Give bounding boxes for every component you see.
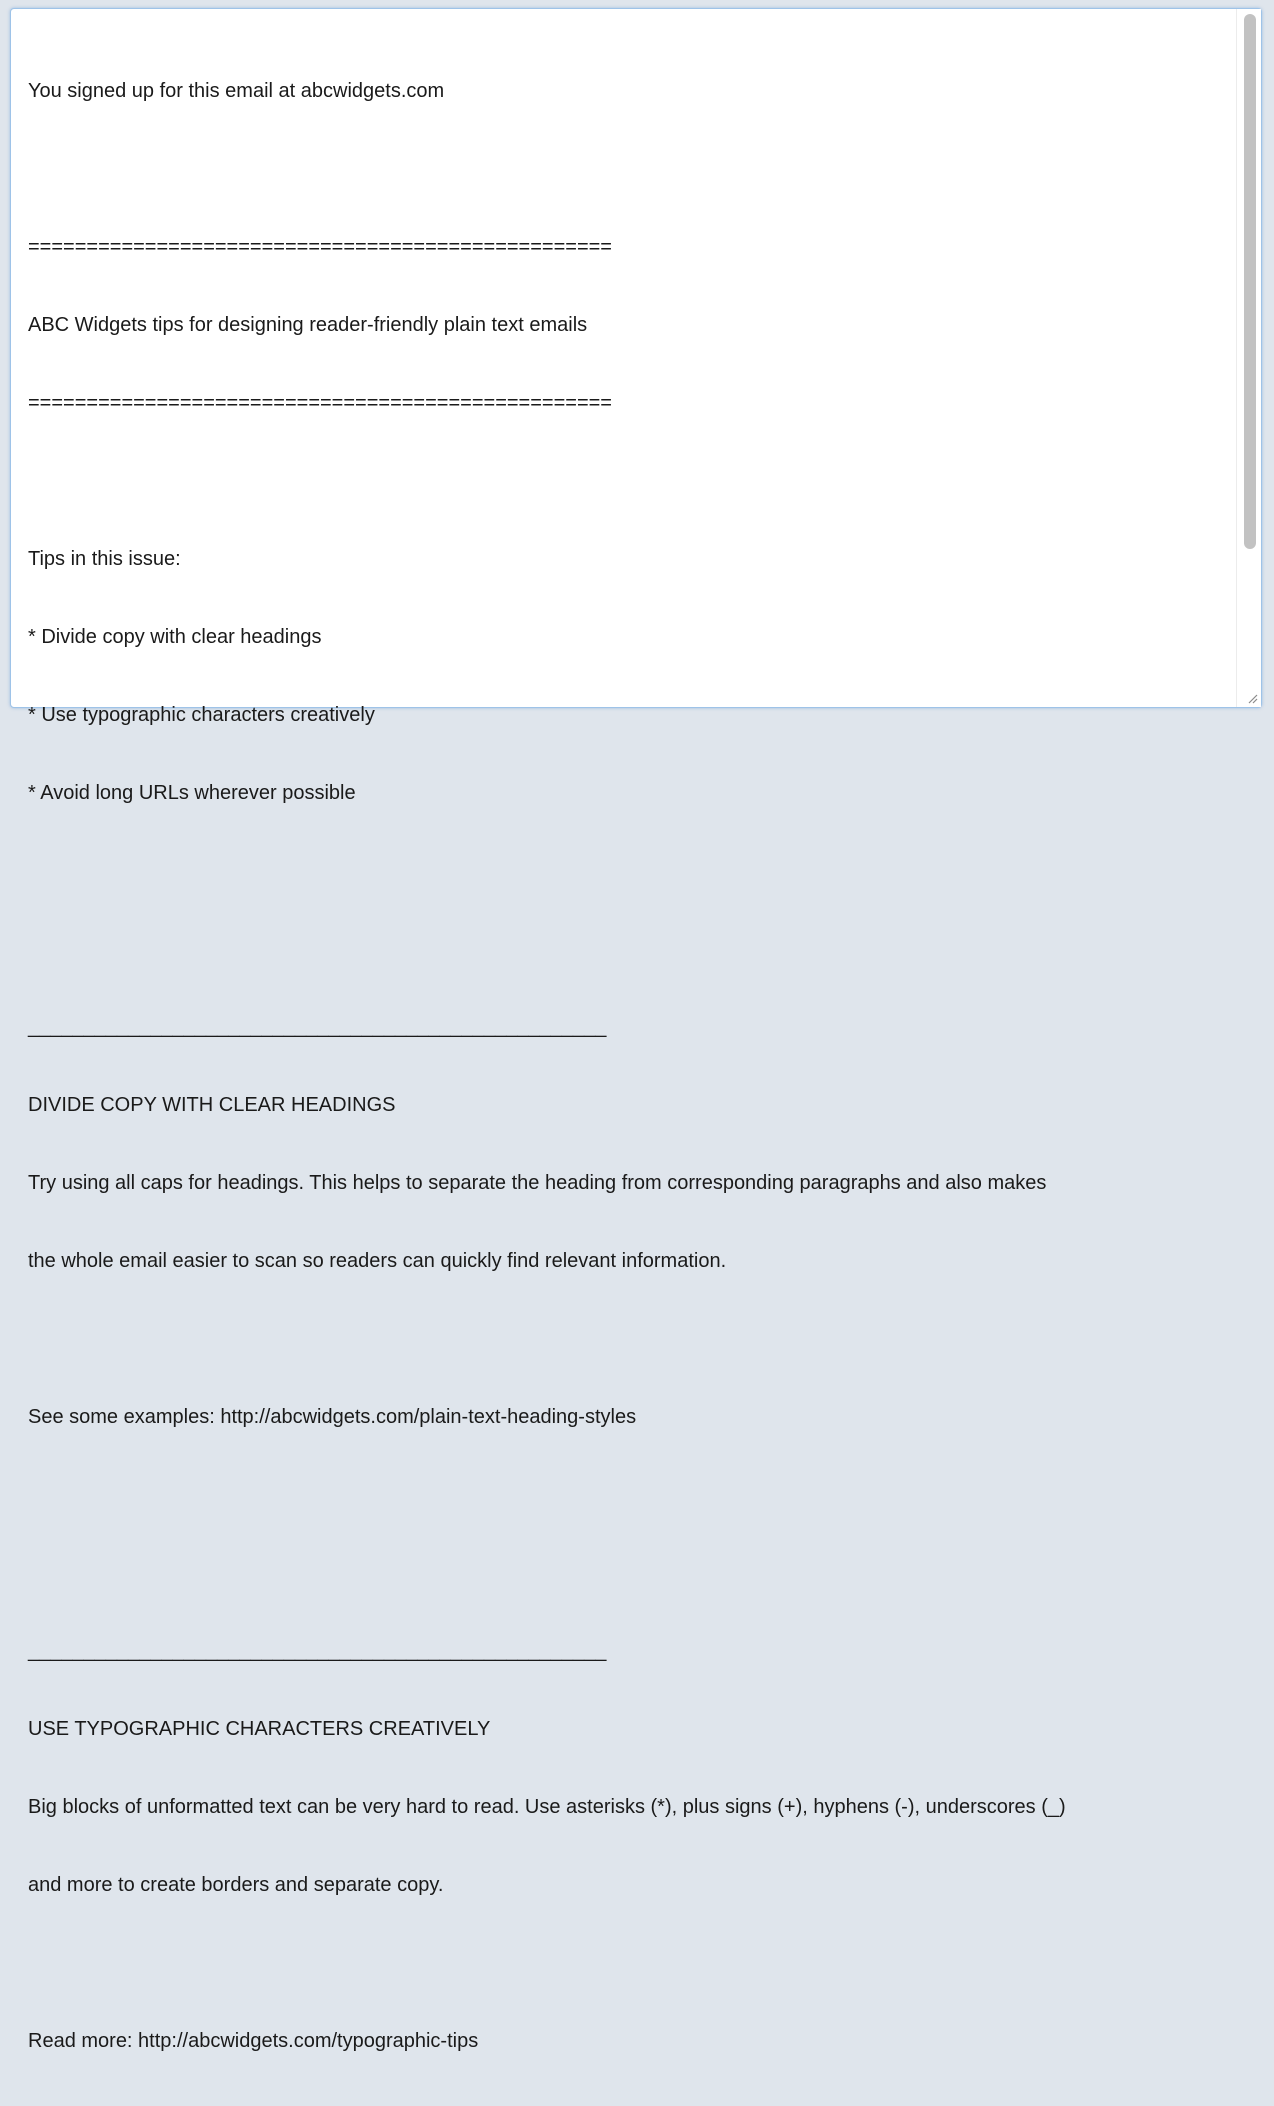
line-divider-equals: ================================================== [28, 392, 612, 414]
line-blank [28, 156, 1218, 182]
line-paragraph: Try using all caps for headings. This helps to separate the heading from corresponding paragraphs and also makes [28, 1172, 1047, 1194]
plain-text-email-textarea[interactable] [10, 8, 1262, 2052]
resize-grip-icon[interactable] [1245, 691, 1259, 705]
line-section-heading: DIVIDE COPY WITH CLEAR HEADINGS [28, 1094, 396, 1116]
line-paragraph: Big blocks of unformatted text can be very hard to read. Use asterisks (*), plus signs (+), hyphens (-), underscores (_) [28, 1796, 1066, 1818]
line-blank [28, 1950, 1218, 1976]
line-blank [28, 1560, 1218, 1586]
line-section-heading: USE TYPOGRAPHIC CHARACTERS CREATIVELY [28, 1718, 491, 1740]
scrollbar-thumb[interactable] [1244, 14, 1256, 549]
line-tip-item: * Use typographic characters creatively [28, 704, 375, 726]
line-paragraph: the whole email easier to scan so readers can quickly find relevant information. [28, 1250, 727, 1272]
line-signup-notice: You signed up for this email at abcwidgets.com [28, 80, 445, 102]
line-tip-item: * Avoid long URLs wherever possible [28, 782, 356, 804]
line-examples-link: See some examples: http://abcwidgets.com/plain-text-heading-styles [28, 1406, 637, 1428]
line-blank [28, 936, 1218, 962]
line-divider-underscores: ____________________________________________________ [28, 1640, 607, 1662]
line-tips-heading: Tips in this issue: [28, 548, 181, 570]
email-body-text[interactable] [28, 26, 1218, 2106]
line-paragraph: and more to create borders and separate copy. [28, 1874, 444, 1896]
line-divider-equals: ================================================== [28, 236, 612, 258]
vertical-scrollbar[interactable] [1236, 9, 1261, 707]
line-blank [28, 1326, 1218, 1352]
line-read-more-link: Read more: http://abcwidgets.com/typographic-tips [28, 2030, 479, 2052]
line-newsletter-title: ABC Widgets tips for designing reader-friendly plain text emails [28, 314, 588, 336]
line-blank [28, 1482, 1218, 1508]
line-divider-underscores: ____________________________________________________ [28, 1016, 607, 1038]
line-tip-item: * Divide copy with clear headings [28, 626, 322, 648]
line-blank [28, 858, 1218, 884]
line-blank [28, 468, 1218, 494]
